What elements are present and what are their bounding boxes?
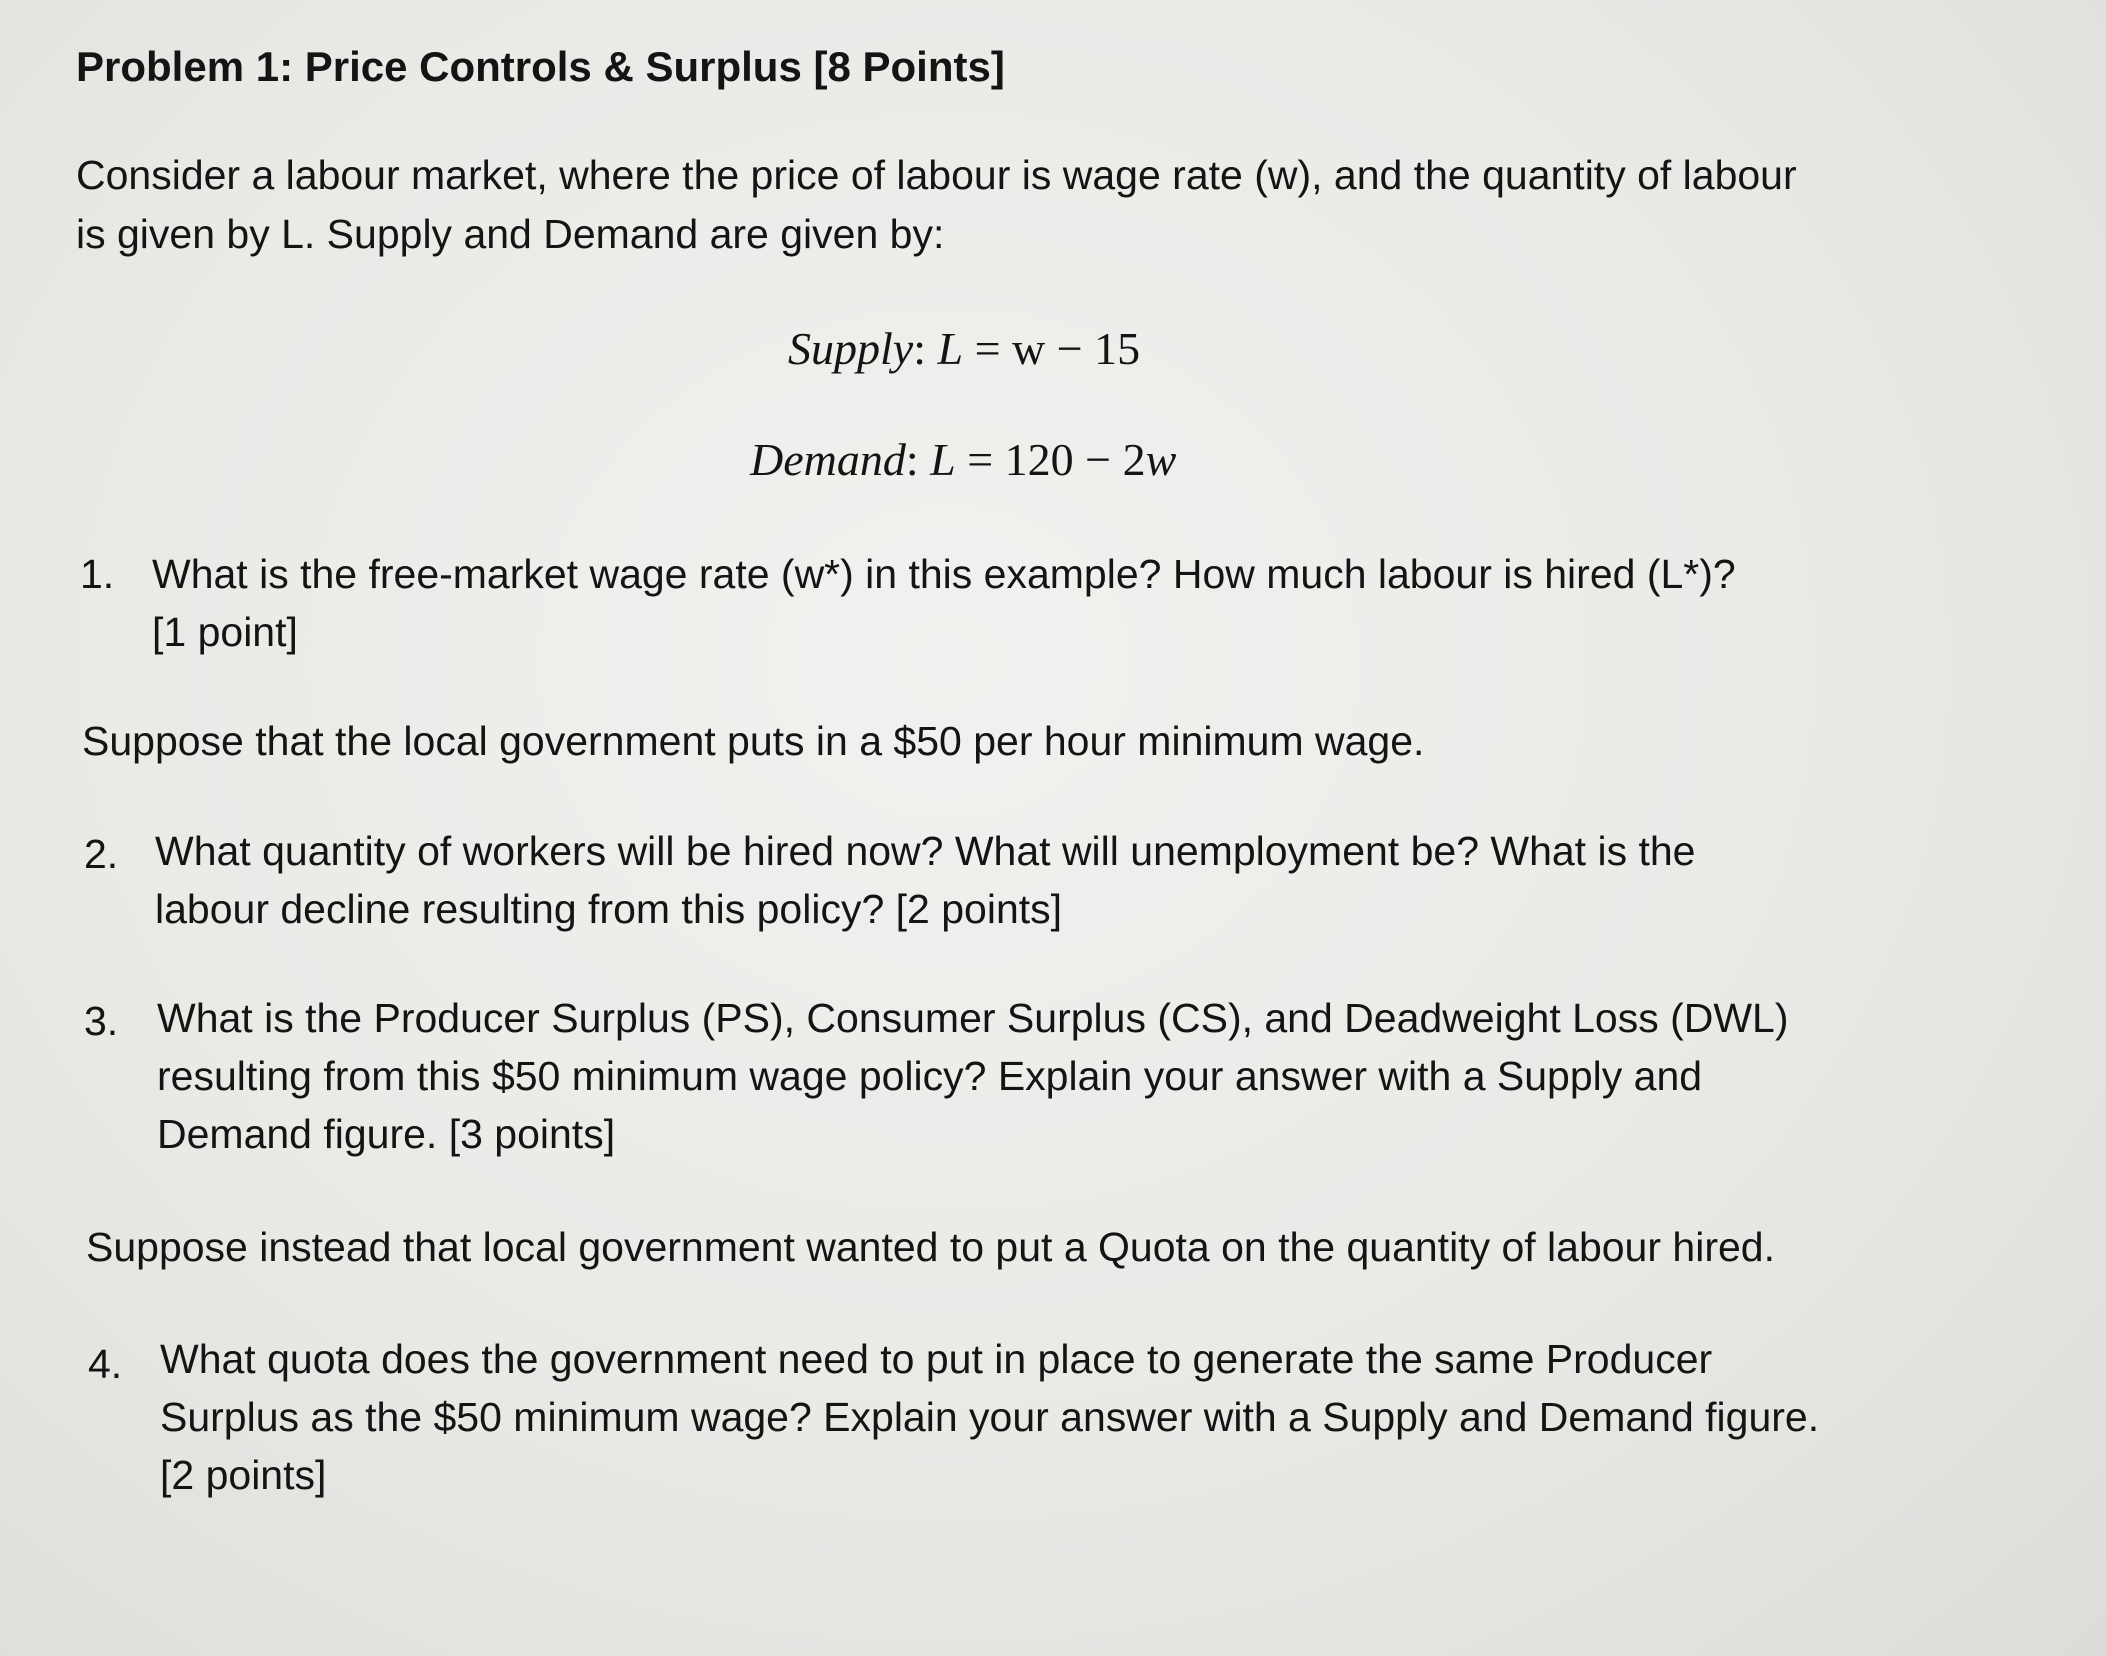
question-4-line-2: Surplus as the $50 minimum wage? Explain your answer with a Supply and Demand figure.: [160, 1394, 1820, 1440]
demand-var: w: [1145, 434, 1177, 485]
demand-rhs: = 120 − 2: [967, 434, 1146, 485]
question-3-line-3: Demand figure. [3 points]: [157, 1111, 616, 1157]
quota-statement: Suppose instead that local government wanted to put a Quota on the quantity of labour hired.: [86, 1224, 1775, 1270]
problem-title: Problem 1: Price Controls & Surplus [8 Points]: [76, 43, 1005, 90]
question-2-line-1: What quantity of workers will be hired now? What will unemployment be? What is the: [155, 828, 1696, 874]
question-2-line-2: labour decline resulting from this policy? [2 points]: [155, 886, 1063, 932]
min-wage-statement: Suppose that the local government puts in a $50 per hour minimum wage.: [82, 718, 1425, 764]
question-3-line-1: What is the Producer Surplus (PS), Consumer Surplus (CS), and Deadweight Loss (DWL): [157, 995, 1789, 1041]
question-1-line-1: What is the free-market wage rate (w*) in this example? How much labour is hired (L*)?: [152, 551, 1736, 597]
question-1-line-2: [1 point]: [152, 609, 298, 655]
supply-equation: Supply: L = w − 15: [788, 323, 1141, 374]
supply-lhs: L: [937, 323, 964, 374]
intro-line-2: is given by L. Supply and Demand are given by:: [76, 211, 945, 257]
question-4-number: 4.: [88, 1341, 123, 1387]
supply-label: Supply: [788, 323, 914, 374]
demand-equation: Demand: L = 120 − 2w: [750, 434, 1177, 485]
question-4-line-1: What quota does the government need to put in place to generate the same Producer: [160, 1336, 1713, 1382]
demand-lhs: L: [930, 434, 956, 485]
question-1-number: 1.: [80, 551, 115, 597]
demand-label: Demand: [750, 434, 906, 485]
intro-line-1: Consider a labour market, where the price of labour is wage rate (w), and the quantity of labour: [76, 152, 1797, 198]
supply-rhs: = w − 15: [974, 323, 1141, 374]
question-3-number: 3.: [84, 998, 119, 1044]
question-4-line-3: [2 points]: [160, 1452, 327, 1498]
question-2-number: 2.: [84, 831, 119, 877]
question-3-line-2: resulting from this $50 minimum wage policy? Explain your answer with a Supply and: [157, 1053, 1703, 1099]
